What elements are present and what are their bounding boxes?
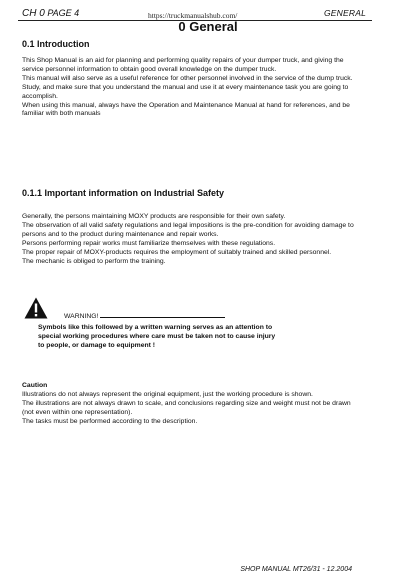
text-line: Generally, the persons maintaining MOXY products are responsible for their own safety. [22,213,286,220]
page-number: PAGE 4 [47,8,80,18]
warning-text [38,324,294,351]
text-line: Study, and make sure that you understand the manual and use it at every maintenance task you are going to [22,83,349,91]
text-line: The illustrations are not always drawn to scale, and conclusions regarding size and weight must not be drawn [22,399,351,407]
text-line: Symbols like this followed by a written warning serves as an attention to [38,324,273,331]
intro-heading: 0.1 Introduction [22,39,90,49]
caution-paragraph [22,391,374,427]
text-line: Persons performing repair works must familiarize themselves with these regulations. [22,239,276,247]
text-line: The proper repair of MOXY-products requires the employment of suitably trained and skilled personnel. [22,248,332,256]
safety-heading: 0.1.1 Important information on Industrial Safety [22,188,225,198]
chapter-title: 0 General [178,19,238,34]
text-line: familiar with both manuals [22,110,101,118]
text-line: This Shop Manual is an aid for planning and performing quality repairs of your dumper truck, and giving the [22,57,344,64]
text-line: special working procedures where care must be taken not to cause injury [38,332,276,340]
text-line: service personnel information to obtain good overall knowledge on the dumper truck. [22,65,277,73]
text-line: Illustrations do not always represent the original equipment, just the working procedure is shown. [22,391,313,398]
warning-triangle-icon [24,297,48,319]
warning-label [64,311,225,320]
section-name: GENERAL [323,8,366,18]
caution-title: Caution [22,382,48,389]
text-line: (not even within one representation). [22,408,133,416]
footer-manual-id: SHOP MANUAL MT26/31 - 12.2004 [240,566,352,573]
intro-paragraph [22,57,374,119]
text-line: persons and to the product during maintenance and repair works. [22,230,219,238]
source-url[interactable]: https://truckmanualshub.com/ [148,11,238,20]
warning-word: WARNING! [64,313,99,320]
text-line: This manual will also serve as a useful reference for other personnel involved in the service of the dump truck. [22,74,353,82]
text-line: The mechanic is obliged to perform the training. [22,257,166,265]
text-line: accomplish. [22,92,58,100]
warning-underline [100,311,225,318]
page-reference [22,8,79,19]
text-line: The tasks must be performed according to the description. [22,417,198,425]
text-line: to people, or damage to equipment ! [38,341,156,349]
chapter-reference: CH 0 [22,8,45,19]
text-line: The observation of all valid safety regulations and legal impositions is the pre-condition for avoiding damage to [22,221,354,229]
text-line: When using this manual, always have the Operation and Maintenance Manual at hand for references, and be [22,101,350,109]
safety-paragraph [22,213,374,266]
